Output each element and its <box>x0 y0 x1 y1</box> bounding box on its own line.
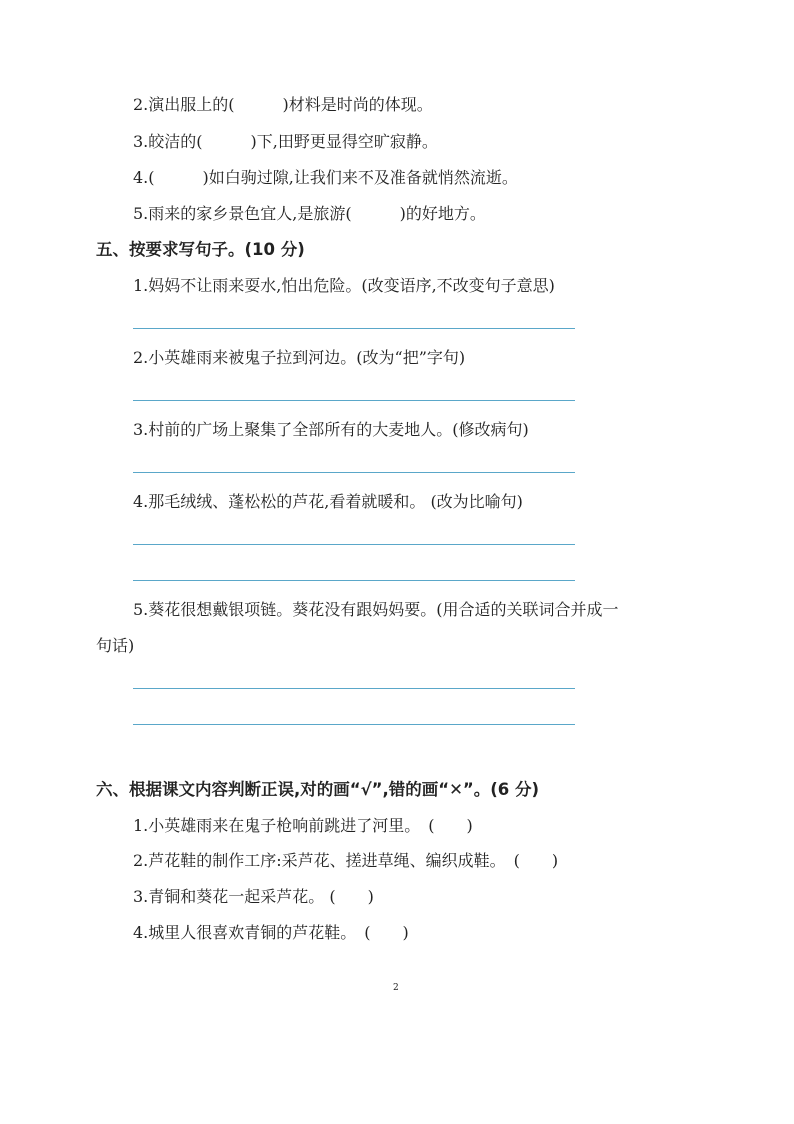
rewrite-question-5: 5.葵花很想戴银项链。葵花没有跟妈妈要。(用合适的关联词合并成一 <box>133 600 619 619</box>
rewrite-question-5-continued: 句话) <box>96 636 135 655</box>
rewrite-question-4: 4.那毛绒绒、蓬松松的芦花,看着就暖和。 (改为比喻句) <box>133 492 523 511</box>
section-5-title: 五、按要求写句子。(10 分) <box>96 240 305 259</box>
judge-item-4: 4.城里人很喜欢青铜的芦花鞋。 ( ) <box>133 923 409 942</box>
answer-line[interactable] <box>133 472 575 473</box>
page-number: 2 <box>393 983 399 993</box>
rewrite-question-3: 3.村前的广场上聚集了全部所有的大麦地人。(修改病句) <box>133 420 529 439</box>
fill-blank-item-5: 5.雨来的家乡景色宜人,是旅游( )的好地方。 <box>133 204 486 223</box>
answer-line[interactable] <box>133 688 575 689</box>
rewrite-question-1: 1.妈妈不让雨来耍水,怕出危险。(改变语序,不改变句子意思) <box>133 276 555 295</box>
answer-line[interactable] <box>133 580 575 581</box>
answer-line[interactable] <box>133 328 575 329</box>
answer-line[interactable] <box>133 724 575 725</box>
judge-item-1: 1.小英雄雨来在鬼子枪响前跳进了河里。 ( ) <box>133 816 473 835</box>
rewrite-question-2: 2.小英雄雨来被鬼子拉到河边。(改为“把”字句) <box>133 348 466 367</box>
judge-item-3: 3.青铜和葵花一起采芦花。 ( ) <box>133 887 374 906</box>
fill-blank-item-3: 3.皎洁的( )下,田野更显得空旷寂静。 <box>133 132 438 151</box>
answer-line[interactable] <box>133 544 575 545</box>
judge-item-2: 2.芦花鞋的制作工序:采芦花、搓进草绳、编织成鞋。 ( ) <box>133 851 559 870</box>
fill-blank-item-2: 2.演出服上的( )材料是时尚的体现。 <box>133 95 433 114</box>
fill-blank-item-4: 4.( )如白驹过隙,让我们来不及准备就悄然流逝。 <box>133 168 518 187</box>
answer-line[interactable] <box>133 400 575 401</box>
section-6-title: 六、根据课文内容判断正误,对的画“√”,错的画“✕”。(6 分) <box>96 780 540 799</box>
